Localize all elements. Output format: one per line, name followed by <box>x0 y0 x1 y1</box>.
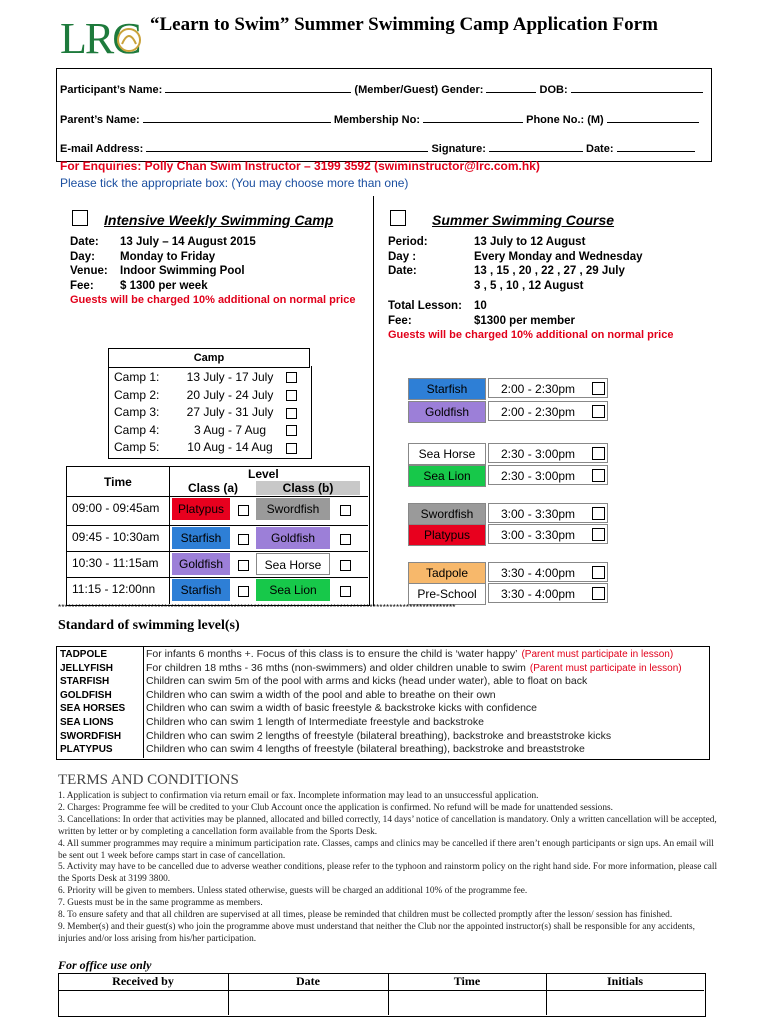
terms-item: 5. Activity may have to be cancelled due to adverse weather conditions, please refer to the typhoon and rainstorm policy on the right hand side. For more information, please call the Sports Desk at 3199 3800. <box>58 862 718 885</box>
detail-value: Every Monday and Wednesday <box>474 250 643 263</box>
office-date-cell[interactable] <box>230 992 386 1014</box>
standard-row <box>60 662 682 676</box>
participant-name-field[interactable] <box>165 92 351 93</box>
detail-label: Fee: <box>388 314 412 327</box>
standard-row <box>60 675 682 689</box>
class-a-header: Class (a) <box>187 481 239 495</box>
class-b-level: Swordfish <box>256 498 330 520</box>
parent-participation-note: (Parent must participate in lesson) <box>529 662 682 674</box>
schedule-time: 10:30 - 11:15am <box>72 556 159 570</box>
schedule-hline <box>66 551 368 552</box>
schedule-time: 09:45 - 10:30am <box>72 530 160 544</box>
membership-field[interactable] <box>423 122 523 123</box>
parent-label: Parent’s Name: <box>60 114 140 126</box>
date-field[interactable] <box>617 151 695 152</box>
camp-row <box>114 387 297 405</box>
office-title: For office use only <box>58 958 152 972</box>
course-checkbox[interactable] <box>592 587 605 600</box>
summer-title: Summer Swimming Course <box>432 212 615 228</box>
terms-item: 1. Application is subject to confirmation via return email or fax. Incomplete information may lead to an unsuccessful application. <box>58 791 539 801</box>
terms-title: TERMS AND CONDITIONS <box>58 772 239 788</box>
standard-level: PLATYPUS <box>60 744 113 756</box>
detail-label: Date: <box>70 236 99 248</box>
standard-level: STARFISH <box>60 676 110 688</box>
camp-rows <box>114 369 297 457</box>
terms-list <box>58 791 718 946</box>
standard-row <box>60 743 682 757</box>
terms-item: 3. Cancellations: In order that activities may be planned, allocated and billed correctly, 14 days’ notice of cancellation is mandatory. Only a written cancellation will be accepted, written by letter or by completing a cancellation form available from the Sports Desk. <box>58 814 717 837</box>
phone-label: Phone No.: (M) <box>526 114 604 126</box>
gender-label: Gender: <box>441 84 484 96</box>
standard-level: SWORDFISH <box>60 730 122 742</box>
detail-label: Day: <box>70 250 95 263</box>
page-title: “Learn to Swim” Summer Swimming Camp Application Form <box>150 14 658 35</box>
standard-row <box>60 716 682 730</box>
email-field[interactable] <box>146 151 428 152</box>
course-level: Sea Lion <box>408 465 486 487</box>
schedule-time: 11:15 - 12:00nn <box>72 582 156 596</box>
course-checkbox[interactable] <box>592 507 605 520</box>
office-initials-cell[interactable] <box>548 992 702 1014</box>
time-header: Time <box>104 475 132 489</box>
gender-field[interactable] <box>486 92 536 93</box>
course-time: 3:30 - 4:00pm <box>488 562 608 582</box>
standard-desc: Children who can swim 2 lengths of freestyle (bilateral breathing), backstroke and breaststroke kicks <box>146 729 612 742</box>
class-a-level: Starfish <box>172 527 230 549</box>
logo-text: LRC <box>60 14 140 63</box>
detail-value: Indoor Swimming Pool <box>120 265 245 277</box>
parent-row <box>60 114 699 126</box>
course-time: 2:00 - 2:30pm <box>488 378 608 398</box>
detail-label: Total Lesson: <box>388 300 462 312</box>
class-b-level: Sea Horse <box>256 553 330 575</box>
phone-field[interactable] <box>607 122 699 123</box>
member-guest-label: (Member/Guest) <box>354 84 439 96</box>
camp-dates: 10 Aug - 14 Aug <box>187 440 273 455</box>
standard-desc: For children 18 mths - 36 mths (non-swimmers) and older children unable to swim <box>146 661 526 674</box>
detail-value: 13 , 15 , 20 , 22 , 27 , 29 July <box>474 265 625 277</box>
class-b-checkbox[interactable] <box>340 586 351 597</box>
terms-item: 9. Member(s) and their guest(s) who join the programme above must understand that neither the Club nor the appointed instructor(s) shall be responsible for any accidents, injuries and/or loss arising from his/her participation. <box>58 921 695 944</box>
standard-row <box>60 702 682 716</box>
class-a-checkbox[interactable] <box>238 586 249 597</box>
class-a-level: Platypus <box>172 498 230 520</box>
date-label: Date: <box>586 143 614 155</box>
intensive-title: Intensive Weekly Swimming Camp <box>104 212 334 228</box>
class-a-checkbox[interactable] <box>238 560 249 571</box>
standard-row <box>60 648 682 662</box>
summer-date2-row <box>388 279 673 294</box>
camp-table <box>108 348 310 368</box>
course-level: Platypus <box>408 524 486 546</box>
intensive-guest-note: Guests will be charged 10% additional on normal price <box>70 294 356 306</box>
class-a-level: Starfish <box>172 579 230 601</box>
course-time: 3:00 - 3:30pm <box>488 503 608 523</box>
detail-value: 13 July to 12 August <box>474 236 586 248</box>
standard-desc: Children who can swim 1 length of Intermediate freestyle and backstroke <box>146 715 484 728</box>
class-b-level: Goldfish <box>256 527 330 549</box>
camp-row <box>114 404 297 422</box>
course-time: 3:30 - 4:00pm <box>488 583 608 603</box>
camp-label: Camp 2: <box>114 387 160 402</box>
camp-checkbox[interactable] <box>286 425 297 436</box>
summer-details <box>388 235 673 343</box>
class-a-checkbox[interactable] <box>238 505 249 516</box>
camp-label: Camp 1: <box>114 370 160 384</box>
standard-desc: Children can swim 5m of the pool with arms and kicks (head under water), able to float on back <box>146 675 588 688</box>
intensive-date-row <box>70 235 355 250</box>
class-b-header: Class (b) <box>256 481 360 495</box>
camp-checkbox[interactable] <box>286 372 297 383</box>
club-logo <box>60 14 140 64</box>
camp-label: Camp 5: <box>114 440 160 455</box>
course-level: Sea Horse <box>408 443 486 465</box>
class-b-checkbox[interactable] <box>340 505 351 516</box>
intensive-details <box>70 235 355 308</box>
star-divider: ************************************************************************************************************************ <box>58 603 456 612</box>
course-level: Goldfish <box>408 401 486 423</box>
camp-header: Camp <box>109 349 310 368</box>
detail-label: Venue: <box>70 265 108 277</box>
office-hline <box>58 990 704 991</box>
detail-value: 13 July – 14 August 2015 <box>120 236 256 248</box>
detail-value: $ 1300 per week <box>120 279 208 292</box>
camp-checkbox[interactable] <box>286 443 297 454</box>
summer-course-checkbox[interactable] <box>390 210 406 226</box>
course-time: 2:00 - 2:30pm <box>488 401 608 421</box>
course-checkbox[interactable] <box>592 405 605 418</box>
standard-level: SEA LIONS <box>60 716 114 728</box>
intensive-fee-row <box>70 279 355 294</box>
camp-checkbox[interactable] <box>286 390 297 401</box>
course-checkbox[interactable] <box>592 566 605 579</box>
standards-rows <box>60 648 682 757</box>
detail-label: Date: <box>388 265 417 277</box>
enquiry-text: For Enquiries: Polly Chan Swim Instructor – 3199 3592 (swiminstructor@lrc.com.hk) <box>60 159 540 173</box>
class-b-checkbox[interactable] <box>340 560 351 571</box>
summer-fee-row <box>388 314 673 329</box>
parent-name-field[interactable] <box>143 122 331 123</box>
signature-label: Signature: <box>431 143 486 155</box>
detail-value: 10 <box>474 300 487 312</box>
intensive-venue-row <box>70 264 355 279</box>
summer-total-row <box>388 299 673 314</box>
class-b-level: Sea Lion <box>256 579 330 601</box>
schedule-hline <box>66 525 368 526</box>
camp-dates: 27 July - 31 July <box>186 405 274 420</box>
terms-item: 4. All summer programmes may require a minimum participation rate. Classes, camps and clinics may be cancelled if there aren’t enough participants or sign ups. An email will be sent out 1 week before camps start in case of cancellation. <box>58 838 714 861</box>
course-time: 2:30 - 3:00pm <box>488 443 608 463</box>
detail-value: $1300 per member <box>474 314 576 327</box>
terms-item: 8. To ensure safety and that all children are supervised at all times, please be reminded that children must be collected promptly after the lesson/ session has finished. <box>58 910 673 921</box>
standard-desc: Children who can swim a width of basic freestyle & backstroke kicks with confidence <box>146 702 538 715</box>
detail-value: Monday to Friday <box>120 250 216 263</box>
standard-desc: Children who can swim a width of the pool and able to breathe on their own <box>146 688 496 701</box>
email-label: E-mail Address: <box>60 143 144 155</box>
office-col-time: Time <box>453 974 481 988</box>
office-col-date: Date <box>296 974 320 988</box>
membership-label: Membership No: <box>333 114 420 126</box>
camp-dates: 20 July - 24 July <box>186 387 274 402</box>
course-checkbox[interactable] <box>592 447 605 460</box>
office-time-cell[interactable] <box>390 992 544 1014</box>
signature-field[interactable] <box>489 151 583 152</box>
detail-label: Fee: <box>70 279 94 292</box>
class-b-checkbox[interactable] <box>340 534 351 545</box>
course-level: Tadpole <box>408 562 486 584</box>
standard-level: SEA HORSES <box>60 703 126 715</box>
intensive-camp-checkbox[interactable] <box>72 210 88 226</box>
office-col-initials: Initials <box>606 974 643 988</box>
dob-label: DOB: <box>539 84 568 96</box>
course-checkbox[interactable] <box>592 469 605 482</box>
course-level: Starfish <box>408 378 486 400</box>
standards-title: Standard of swimming level(s) <box>58 618 240 633</box>
office-col-received: Received by <box>112 974 174 988</box>
camp-label: Camp 3: <box>114 405 160 420</box>
summer-date-row <box>388 264 673 279</box>
camp-dates: 13 July - 17 July <box>186 370 274 384</box>
detail-label: Period: <box>388 236 428 248</box>
standard-desc: For infants 6 months +. Focus of this class is to ensure the child is ‘water happy’ <box>146 648 518 660</box>
terms-item: 2. Charges: Programme fee will be credited to your Club Account once the application is confirmed. No refund will be made for unattended sessions. <box>58 802 613 813</box>
standard-row <box>60 689 682 703</box>
terms-item: 7. Guests must be in the same programme as members. <box>58 898 263 909</box>
course-level: Pre-School <box>408 583 486 605</box>
camp-checkbox[interactable] <box>286 408 297 419</box>
camp-label: Camp 4: <box>114 422 160 437</box>
participant-label: Participant’s Name: <box>60 84 163 96</box>
summer-guest-note: Guests will be charged 10% additional on normal price <box>388 329 674 341</box>
class-a-level: Goldfish <box>172 553 230 575</box>
course-time: 3:00 - 3:30pm <box>488 524 608 544</box>
camp-row <box>114 422 297 440</box>
detail-value: 3 , 5 , 10 , 12 August <box>474 279 584 292</box>
camp-dates: 3 Aug - 7 Aug <box>193 422 267 437</box>
schedule-hline <box>66 577 368 578</box>
standard-level: JELLYFISH <box>60 662 113 674</box>
course-checkbox[interactable] <box>592 528 605 541</box>
course-level: Swordfish <box>408 503 486 525</box>
standard-row <box>60 730 682 744</box>
standard-level: GOLDFISH <box>60 689 112 701</box>
summer-day-row <box>388 250 673 265</box>
office-received-cell[interactable] <box>60 992 226 1014</box>
terms-item: 6. Priority will be given to members. Unless stated otherwise, guests will be charged an additional 10% of the programme fee. <box>58 886 528 897</box>
schedule-time: 09:00 - 09:45am <box>72 501 160 515</box>
schedule-hline <box>66 496 368 497</box>
camp-row <box>114 439 297 457</box>
level-header: Level <box>248 467 279 481</box>
course-time: 2:30 - 3:00pm <box>488 465 608 485</box>
intensive-day-row <box>70 250 355 265</box>
email-row <box>60 143 695 155</box>
detail-label: Day : <box>388 250 417 263</box>
dob-field[interactable] <box>571 92 703 93</box>
standard-desc: Children who can swim 4 lengths of freestyle (bilateral breathing), backstroke and breaststroke <box>146 743 585 756</box>
camp-row <box>114 369 297 387</box>
summer-period-row <box>388 235 673 250</box>
section-divider <box>373 196 374 606</box>
schedule-vline <box>169 466 170 604</box>
participant-row <box>60 84 703 96</box>
logo-emblem-icon <box>116 22 142 58</box>
tick-instructions: Please tick the appropriate box: (You may choose more than one) <box>60 176 409 190</box>
course-checkbox[interactable] <box>592 382 605 395</box>
class-a-checkbox[interactable] <box>238 534 249 545</box>
standard-level: TADPOLE <box>60 649 108 660</box>
parent-participation-note: (Parent must participate in lesson) <box>521 649 674 660</box>
